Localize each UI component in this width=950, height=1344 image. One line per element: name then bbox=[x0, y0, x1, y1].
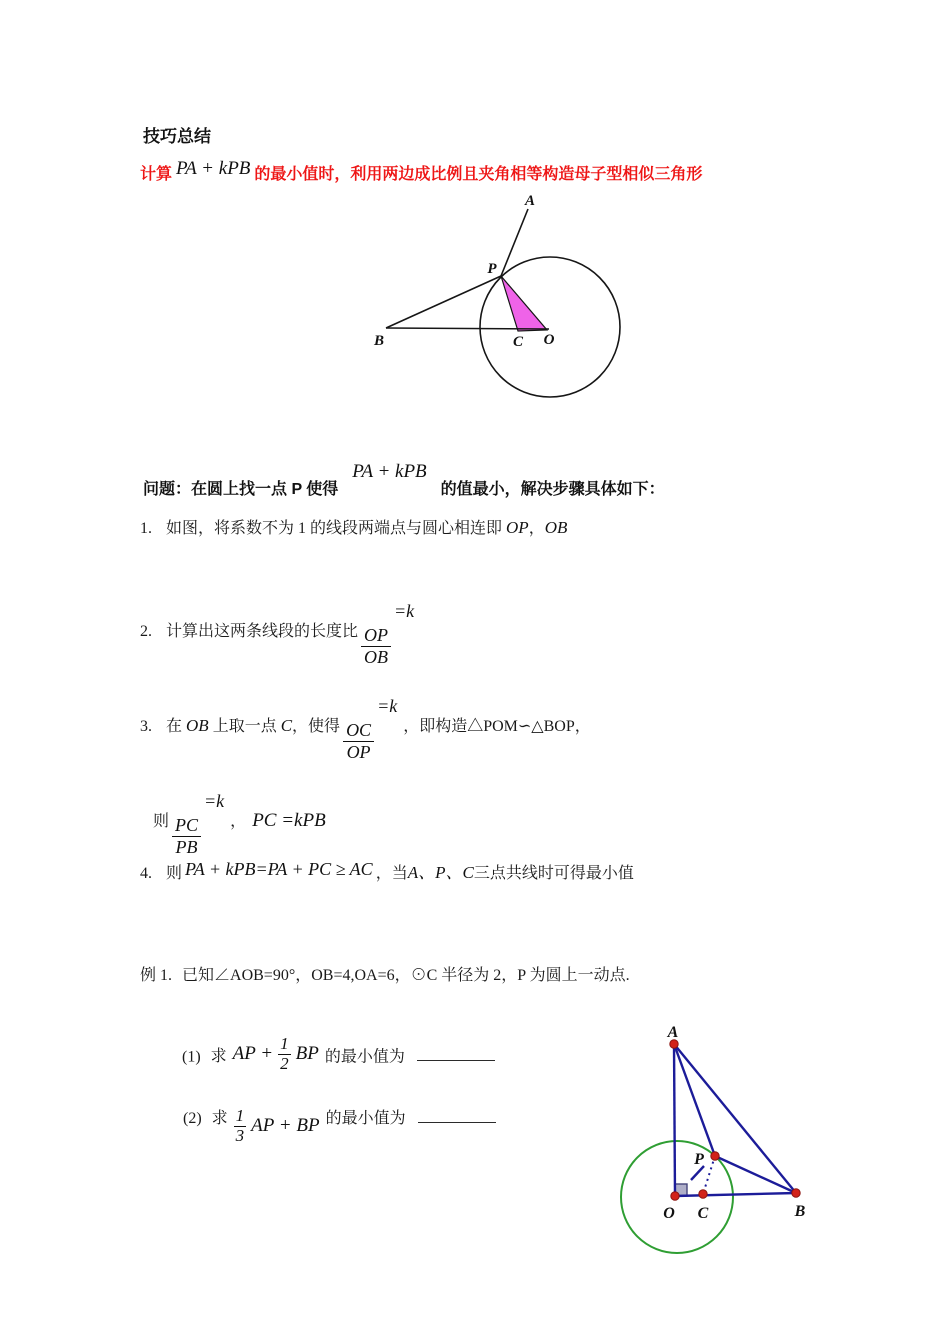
step2-fraction bbox=[361, 626, 391, 668]
step1-text: 如图，将系数不为 1 的线段两端点与圆心相连即 bbox=[166, 520, 507, 537]
step3b-line bbox=[153, 792, 326, 858]
step3-text-b: 上取一点 bbox=[208, 718, 281, 735]
q2-answer-blank bbox=[418, 1109, 496, 1123]
fig2-dot-C bbox=[699, 1190, 707, 1198]
fig2-line-OB bbox=[675, 1193, 796, 1196]
fig1-label-P: P bbox=[487, 261, 497, 277]
fig2-line-AB bbox=[674, 1044, 796, 1193]
q1-math-pre: AP + bbox=[232, 1043, 274, 1065]
tip-line bbox=[140, 159, 702, 183]
fig2-dot-P bbox=[711, 1152, 719, 1160]
fig2-label-A: A bbox=[667, 1024, 679, 1041]
fig2-line-PB bbox=[715, 1156, 796, 1193]
fig1-line-BP bbox=[386, 276, 501, 328]
tip-text-post: 的最小值时，利用两边成比例且夹角相等构造母子型相似三角形 bbox=[254, 166, 703, 183]
fig2-dot-A bbox=[670, 1040, 678, 1048]
example1-text: 已知∠AOB=90°，OB=4,OA=6，⊙C 半径为 2，P 为圆上一动点. bbox=[182, 967, 630, 984]
problem-text-pre: 问题：在圆上找一点 P 使得 bbox=[143, 481, 339, 498]
step2-number: 2. bbox=[140, 623, 152, 640]
fig1-label-O: O bbox=[543, 332, 555, 348]
example1-line bbox=[140, 968, 630, 984]
q1-answer-blank bbox=[417, 1047, 495, 1061]
step3-text-c: ，使得 bbox=[292, 718, 341, 735]
q2-math-post: AP + BP bbox=[251, 1115, 320, 1137]
step3b-result: PC =kPB bbox=[252, 810, 326, 831]
q1-math bbox=[233, 1035, 319, 1073]
q2-fraction bbox=[234, 1107, 247, 1145]
q2-number: (2) bbox=[183, 1110, 202, 1127]
step2-fraction-numerator: OP bbox=[361, 626, 391, 647]
fig2-label-O: O bbox=[663, 1205, 675, 1222]
fig1-shaded-triangle-PCO bbox=[501, 276, 547, 331]
step3b-fraction bbox=[172, 816, 201, 858]
step3b-equals-k: =k bbox=[204, 791, 225, 811]
q1-number: (1) bbox=[182, 1048, 201, 1066]
q1-verb: 求 bbox=[210, 1048, 227, 1066]
step3-fraction-denominator: OP bbox=[346, 742, 371, 763]
question2-line bbox=[183, 1107, 496, 1145]
figure2-example1-diagram bbox=[612, 1012, 942, 1344]
section-heading: 技巧总结 bbox=[143, 127, 211, 146]
step4-line bbox=[140, 860, 634, 882]
problem-line bbox=[143, 462, 665, 498]
q2-verb: 求 bbox=[211, 1110, 228, 1127]
problem-text-post: 的值最小，解决步骤具体如下： bbox=[440, 481, 665, 498]
step2-fraction-denominator: OB bbox=[364, 647, 389, 668]
fig2-label-P: P bbox=[694, 1151, 704, 1168]
step3-text-post: ，即构造△POM∽△BOP， bbox=[403, 718, 591, 735]
example1-label: 例 1. bbox=[140, 967, 173, 984]
q2-fraction-denominator: 3 bbox=[235, 1125, 245, 1145]
fig2-dot-B bbox=[792, 1189, 800, 1197]
step3-text-a: 在 bbox=[166, 718, 187, 735]
fig1-label-B: B bbox=[373, 333, 385, 349]
q1-fraction-denominator: 2 bbox=[280, 1053, 289, 1073]
step3-equals-k: =k bbox=[377, 696, 398, 716]
q2-fraction-numerator: 1 bbox=[235, 1106, 245, 1125]
step3b-fraction-numerator: PC bbox=[172, 816, 201, 837]
fig1-line-BO bbox=[386, 328, 549, 329]
question1-line bbox=[182, 1035, 495, 1073]
q1-fraction bbox=[278, 1035, 291, 1073]
step4-text-post: 三点共线时可得最小值 bbox=[473, 865, 634, 882]
step1-math-op: OP bbox=[506, 518, 529, 537]
step4-text-mid: ，当 bbox=[375, 865, 408, 882]
step3-fraction-numerator: OC bbox=[343, 721, 374, 742]
fig1-label-C: C bbox=[512, 334, 524, 350]
step2-text: 计算出这两条线段的长度比 bbox=[166, 623, 359, 640]
step2-equals-k: =k bbox=[394, 601, 415, 621]
step4-number: 4. bbox=[140, 865, 152, 882]
step3-math-c: C bbox=[280, 716, 293, 735]
step4-points: A、P、C bbox=[407, 863, 474, 882]
fig2-line-AP bbox=[674, 1044, 715, 1156]
step2-line bbox=[140, 602, 414, 668]
step3b-comma: ， bbox=[230, 813, 247, 830]
fig1-label-A: A bbox=[524, 193, 536, 209]
q2-tail: 的最小值为 bbox=[325, 1110, 406, 1127]
step1-number: 1. bbox=[140, 520, 152, 537]
q1-fraction-numerator: 1 bbox=[280, 1034, 289, 1053]
step3-math-ob: OB bbox=[186, 716, 209, 735]
tip-text-pre: 计算 bbox=[140, 166, 173, 183]
tip-math: PA + kPB bbox=[176, 158, 251, 179]
step4-math: PA + kPB=PA + PC ≥ AC bbox=[185, 859, 373, 879]
step3-number: 3. bbox=[140, 718, 152, 735]
step3-line bbox=[140, 697, 591, 763]
fig2-line-AO bbox=[674, 1044, 675, 1196]
step3b-text: 则 bbox=[153, 813, 170, 830]
fig2-dotted-line-PC bbox=[703, 1156, 715, 1194]
step1-line bbox=[140, 519, 567, 537]
step3b-fraction-denominator: PB bbox=[175, 837, 198, 858]
step1-separator: ， bbox=[528, 520, 545, 537]
fig2-dot-O bbox=[671, 1192, 679, 1200]
step4-text-pre: 则 bbox=[166, 865, 183, 882]
fig2-dash-OP-segment bbox=[691, 1166, 704, 1180]
q2-math bbox=[234, 1107, 320, 1145]
problem-math: PA + kPB bbox=[352, 461, 427, 482]
fig2-label-B: B bbox=[794, 1203, 806, 1220]
figure1-circle-tangent-diagram bbox=[330, 185, 660, 410]
q1-math-post: BP bbox=[295, 1043, 319, 1065]
q1-tail: 的最小值为 bbox=[324, 1048, 405, 1066]
step3-fraction bbox=[343, 721, 374, 763]
step1-math-ob: OB bbox=[544, 518, 568, 537]
fig2-label-C: C bbox=[697, 1205, 709, 1222]
